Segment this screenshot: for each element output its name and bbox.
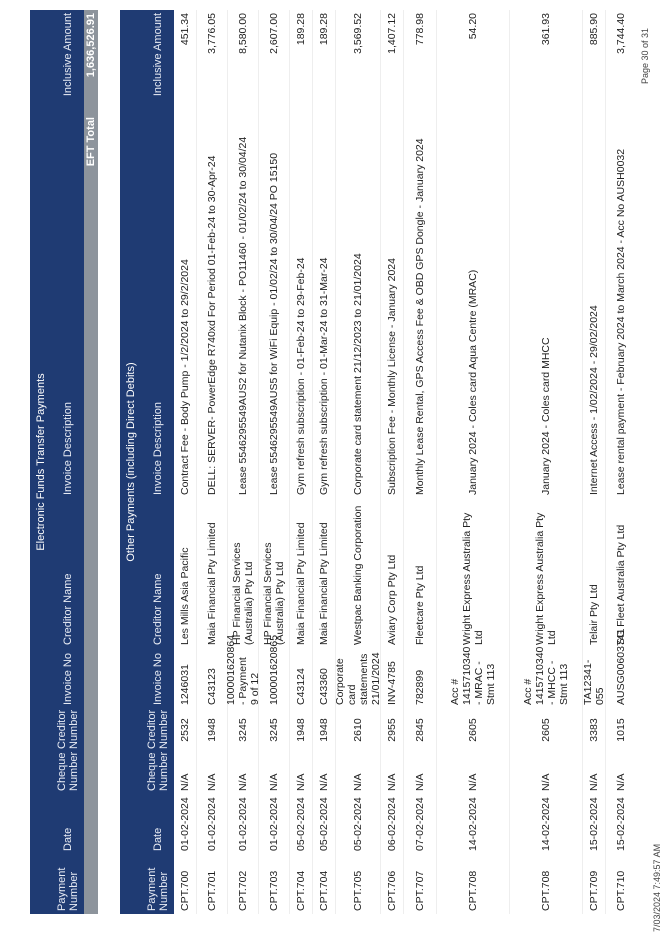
cell-payment-number: CPT.708: [467, 870, 479, 911]
cell-date: 05-02-2024: [318, 797, 330, 851]
cell-invoice-description: January 2024 - Coles card MHCC: [540, 337, 552, 495]
header-creditor-number: Creditor Number: [146, 709, 170, 749]
payments-report: [30, 10, 636, 914]
cell-creditor-number: 2605: [467, 718, 479, 742]
cell-date: 07-02-2024: [414, 797, 426, 851]
cell-invoice-description: Lease 5546295549AUS5 for WiFi Equip - 01/02/24 to 30/04/24 PO 15150: [268, 152, 280, 495]
other-payments-section-title: Other Payments (including Direct Debits): [120, 10, 142, 914]
table-row: [510, 10, 583, 914]
cell-invoice-no: C43360: [318, 668, 330, 705]
header-payment-number: Payment Number: [146, 867, 170, 911]
header-invoice-no: Invoice No: [62, 653, 74, 705]
cell-invoice-no: 100001620864 - Payment 9 of 12: [225, 634, 261, 705]
cell-cheque-number: N/A: [318, 773, 330, 791]
cell-cheque-number: N/A: [386, 773, 398, 791]
cell-date: 01-02-2024: [179, 797, 191, 851]
header-date: Date: [152, 827, 164, 851]
cell-creditor-name: SG Fleet Australia Pty Ltd: [615, 524, 627, 645]
cell-creditor-number: 3383: [588, 718, 600, 742]
cell-creditor-number: 2955: [386, 718, 398, 742]
cell-inclusive-amount: 3,776.05: [206, 13, 218, 54]
cell-invoice-no: 1246031: [179, 664, 191, 705]
cell-creditor-number: 1948: [206, 718, 218, 742]
cell-payment-number: CPT.702: [237, 870, 249, 911]
print-timestamp: 7/03/2024 7:49:57 AM: [652, 843, 662, 932]
cell-invoice-no: Corporate card statements 21/01/2024: [334, 652, 382, 705]
cell-date: 15-02-2024: [588, 797, 600, 851]
cell-inclusive-amount: 189.28: [295, 13, 307, 46]
cell-creditor-number: 2845: [414, 718, 426, 742]
cell-invoice-description: DELL: SERVER- PowerEdge R740xd For Period 01-Feb-24 to 30-Apr-24: [206, 155, 218, 495]
header-invoice-no: Invoice No: [152, 653, 164, 705]
eft-column-headers: [52, 10, 84, 914]
header-inclusive-amount: Inclusive Amount: [62, 13, 74, 97]
cell-creditor-number: 1015: [615, 718, 627, 742]
header-creditor-name: Creditor Name: [62, 573, 74, 645]
table-row: [583, 10, 606, 914]
cell-invoice-description: Lease rental payment - February 2024 to March 2024 - Acc No AUSH0032: [615, 148, 627, 495]
table-row: [606, 10, 636, 914]
table-row: [290, 10, 313, 914]
cell-cheque-number: N/A: [615, 773, 627, 791]
cell-payment-number: CPT.707: [414, 870, 426, 911]
cell-inclusive-amount: 8,580.00: [237, 13, 249, 54]
cell-creditor-number: 3245: [237, 718, 249, 742]
table-row: [225, 10, 261, 914]
cell-payment-number: CPT.704: [295, 870, 307, 911]
cell-cheque-number: N/A: [352, 773, 364, 791]
header-invoice-description: Invoice Description: [62, 402, 74, 495]
cell-invoice-description: Monthly Lease Rental, GPS Access Fee & OBD GPS Dongle - January 2024: [414, 138, 426, 495]
header-inclusive-amount: Inclusive Amount: [152, 13, 164, 97]
cell-creditor-name: Maia Financial Pty Limited: [295, 522, 307, 645]
header-creditor-number: Creditor Number: [56, 709, 80, 749]
cell-cheque-number: N/A: [540, 773, 552, 791]
cell-creditor-name: Wright Express Australia Pty Ltd: [461, 512, 485, 645]
cell-invoice-no: INV-4785: [386, 661, 398, 705]
cell-cheque-number: N/A: [206, 773, 218, 791]
cell-invoice-no: Acc # 1415710340 - MHCC - Stmt 113: [522, 646, 570, 705]
cell-inclusive-amount: 1,407.12: [386, 13, 398, 54]
cell-invoice-description: Subscription Fee - Monthly License - January 2024: [386, 258, 398, 495]
cell-inclusive-amount: 451.34: [179, 13, 191, 46]
other-column-headers: [142, 10, 174, 914]
cell-creditor-name: Maia Financial Pty Limited: [318, 522, 330, 645]
cell-inclusive-amount: 189.28: [318, 13, 330, 46]
cell-date: 14-02-2024: [467, 797, 479, 851]
cell-invoice-description: Internet Access - 1/02/2024 - 29/02/2024: [588, 305, 600, 495]
cell-cheque-number: N/A: [268, 773, 280, 791]
cell-date: 01-02-2024: [268, 797, 280, 851]
cell-date: 05-02-2024: [352, 797, 364, 851]
cell-payment-number: CPT.709: [588, 870, 600, 911]
cell-payment-number: CPT.700: [179, 870, 191, 911]
cell-cheque-number: N/A: [295, 773, 307, 791]
cell-payment-number: CPT.703: [268, 870, 280, 911]
cell-date: 05-02-2024: [295, 797, 307, 851]
cell-creditor-name: Westpac Banking Corporation: [352, 505, 364, 645]
cell-creditor-name: Aviary Corp Pty Ltd: [386, 554, 398, 645]
header-creditor-name: Creditor Name: [152, 573, 164, 645]
eft-total-value: 1,636,526.91: [85, 13, 97, 78]
cell-cheque-number: N/A: [237, 773, 249, 791]
cell-payment-number: CPT.710: [615, 870, 627, 911]
cell-inclusive-amount: 885.90: [588, 13, 600, 46]
header-invoice-description: Invoice Description: [152, 402, 164, 495]
cell-creditor-name: Wright Express Australia Pty Ltd: [534, 512, 558, 645]
eft-total-row: [84, 10, 98, 914]
cell-inclusive-amount: 3,569.52: [352, 13, 364, 54]
eft-section-title: Electronic Funds Transfer Payments: [30, 10, 52, 914]
cell-payment-number: CPT.708: [540, 870, 552, 911]
cell-invoice-no: TA12341-055: [582, 659, 606, 705]
table-row: [313, 10, 336, 914]
cell-invoice-description: Corporate card statement 21/12/2023 to 21/01/2024: [352, 253, 364, 495]
table-row: [259, 10, 290, 914]
cell-invoice-no: 100001620865: [268, 634, 280, 705]
header-date: Date: [62, 827, 74, 851]
cell-inclusive-amount: 54.20: [467, 13, 479, 40]
table-row: [381, 10, 404, 914]
cell-date: 15-02-2024: [615, 797, 627, 851]
cell-invoice-description: January 2024 - Coles card Aqua Centre (MRAC): [467, 269, 479, 495]
cell-payment-number: CPT.704: [318, 870, 330, 911]
cell-inclusive-amount: 361.93: [540, 13, 552, 46]
cell-cheque-number: N/A: [179, 773, 191, 791]
cell-invoice-no: C43123: [206, 668, 218, 705]
cell-creditor-name: Maia Financial Pty Limited: [206, 522, 218, 645]
cell-date: 06-02-2024: [386, 797, 398, 851]
cell-invoice-description: Lease 5546295549AUS2 for Nutanix Block - PO11460 - 01/02/24 to 30/04/24: [237, 136, 249, 495]
cell-cheque-number: N/A: [588, 773, 600, 791]
cell-cheque-number: N/A: [467, 773, 479, 791]
cell-invoice-description: Contract Fee - Body Pump - 1/2/2024 to 29/2/2024: [179, 259, 191, 495]
cell-invoice-description: Gym refresh subscription - 01-Feb-24 to 29-Feb-24: [295, 257, 307, 495]
cell-cheque-number: N/A: [414, 773, 426, 791]
header-cheque-number: Cheque Number: [56, 751, 80, 791]
header-payment-number: Payment Number: [56, 867, 80, 911]
eft-total-label: EFT Total: [85, 117, 97, 167]
cell-creditor-number: 2605: [540, 718, 552, 742]
header-cheque-number: Cheque Number: [146, 751, 170, 791]
cell-creditor-name: Les Mills Asia Pacific: [179, 547, 191, 645]
cell-invoice-description: Gym refresh subscription - 01-Mar-24 to 31-Mar-24: [318, 257, 330, 495]
cell-creditor-number: 2610: [352, 718, 364, 742]
cell-invoice-no: AUSG00603741: [615, 628, 627, 705]
table-row: [174, 10, 197, 914]
cell-payment-number: CPT.701: [206, 870, 218, 911]
cell-date: 01-02-2024: [237, 797, 249, 851]
table-row: [437, 10, 510, 914]
cell-inclusive-amount: 778.98: [414, 13, 426, 46]
cell-creditor-name: HP Financial Services (Australia) Pty Ltd: [231, 542, 255, 645]
cell-creditor-number: 3245: [268, 718, 280, 742]
cell-invoice-no: Acc # 1415710340 - MRAC - Stmt 113: [449, 646, 497, 705]
cell-creditor-number: 1948: [318, 718, 330, 742]
cell-invoice-no: C43124: [295, 668, 307, 705]
cell-creditor-name: HP Financial Services (Australia) Pty Ltd: [262, 542, 286, 645]
cell-creditor-number: 1948: [295, 718, 307, 742]
table-row: [404, 10, 437, 914]
cell-creditor-number: 2532: [179, 718, 191, 742]
cell-date: 14-02-2024: [540, 797, 552, 851]
cell-creditor-name: Telair Pty Ltd: [588, 584, 600, 645]
cell-date: 01-02-2024: [206, 797, 218, 851]
table-row: [336, 10, 381, 914]
cell-creditor-name: Fleetcare Pty Ltd: [414, 565, 426, 645]
other-payments-rows: [174, 10, 636, 914]
cell-invoice-no: 782899: [414, 669, 426, 705]
cell-payment-number: CPT.705: [352, 870, 364, 911]
table-row: [197, 10, 228, 914]
cell-inclusive-amount: 2,607.00: [268, 13, 280, 54]
cell-inclusive-amount: 3,744.40: [615, 13, 627, 54]
page-number: Page 30 of 31: [640, 27, 650, 84]
cell-payment-number: CPT.706: [386, 870, 398, 911]
